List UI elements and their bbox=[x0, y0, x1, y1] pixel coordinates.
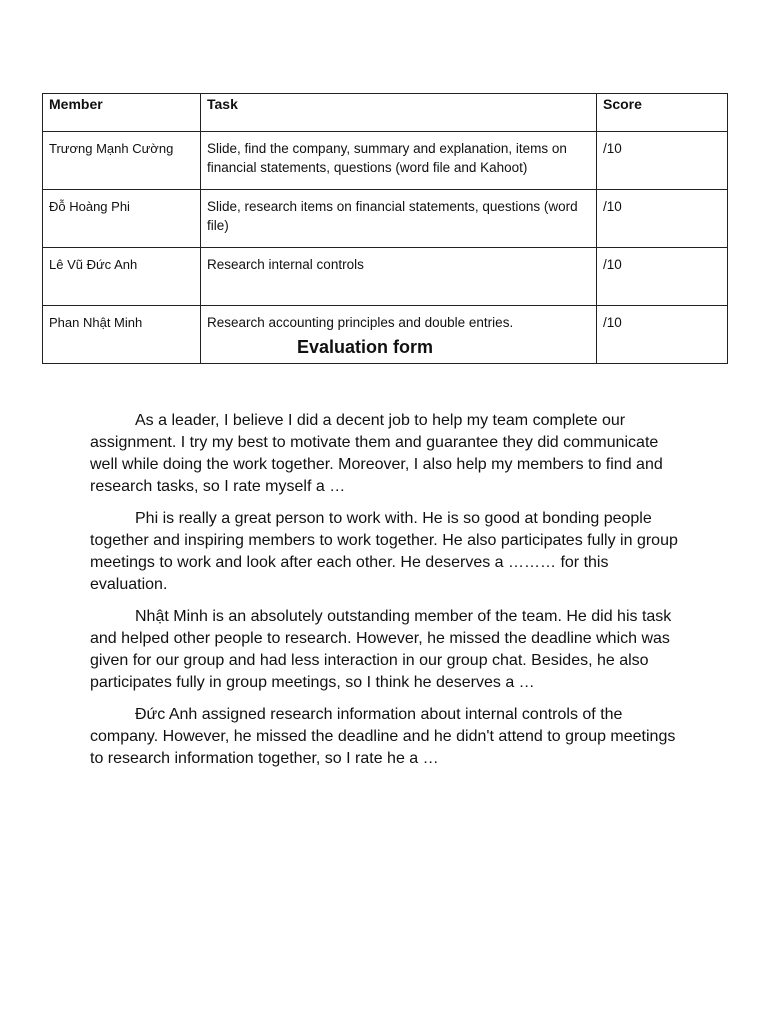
evaluation-body bbox=[90, 410, 690, 780]
paragraph-leader: As a leader, I believe I did a decent job to help my team complete our assignment. I try my best to motivate them and guarantee they did communicate well while doing the work together. Moreover, I also help my members to find and research tasks, so I rate myself a … bbox=[90, 412, 663, 495]
table-header-row bbox=[43, 94, 728, 132]
score-cell: /10 bbox=[597, 190, 728, 248]
header-score: Score bbox=[597, 94, 728, 132]
member-cell: Phan Nhật Minh bbox=[43, 306, 201, 364]
task-cell: Research accounting principles and double entries. bbox=[201, 306, 597, 364]
member-cell: Lê Vũ Đức Anh bbox=[43, 248, 201, 306]
task-cell: Slide, find the company, summary and explanation, items on financial statements, questions (word file and Kahoot) bbox=[201, 132, 597, 190]
table-row bbox=[43, 132, 728, 190]
task-cell: Slide, research items on financial statements, questions (word file) bbox=[201, 190, 597, 248]
paragraph-duc-anh: Đức Anh assigned research information about internal controls of the company. However, he missed the deadline and he didn't attend to group meetings to research information together, so I rate he a … bbox=[90, 706, 676, 767]
paragraph-phi: Phi is really a great person to work with. He is so good at bonding people together and inspiring members to work together. He also participates fully in group meetings to work and look after each other. He deserves a ……… for this evaluation. bbox=[90, 510, 678, 593]
task-cell: Research internal controls bbox=[201, 248, 597, 306]
evaluation-table bbox=[42, 93, 728, 364]
paragraph-nhat-minh: Nhật Minh is an absolutely outstanding member of the team. He did his task and helped other people to research. However, he missed the deadline which was given for our group and had less interaction in our group chat. Besides, he also participates fully in group meetings, so I think he deserves a … bbox=[90, 608, 672, 691]
table-row bbox=[43, 190, 728, 248]
member-cell: Trương Mạnh Cường bbox=[43, 132, 201, 190]
header-member: Member bbox=[43, 94, 201, 132]
score-cell: /10 bbox=[597, 306, 728, 364]
table-row bbox=[43, 248, 728, 306]
score-cell: /10 bbox=[597, 248, 728, 306]
form-title: Evaluation form bbox=[296, 337, 434, 357]
member-cell: Đỗ Hoàng Phi bbox=[43, 190, 201, 248]
score-cell: /10 bbox=[597, 132, 728, 190]
header-task: Task bbox=[201, 94, 597, 132]
